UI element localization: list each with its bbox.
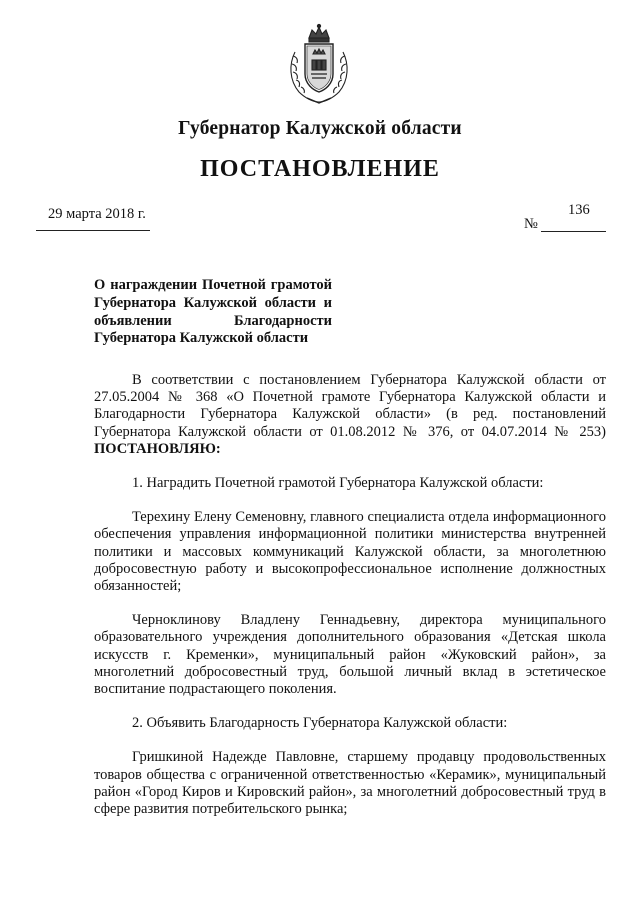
decree-word: ПОСТАНОВЛЯЮ: (94, 440, 221, 457)
document-subject: О награждении Почетной грамотой Губернатора Калужской области и объявлении Благодарности Губернатора Калужской области (94, 277, 332, 347)
issuing-authority: Губернатор Калужской области (178, 118, 462, 139)
coat-of-arms-emblem (285, 22, 353, 106)
preamble-text: В соответствии с постановлением Губернатора Калужской области от 27.05.2004 № 368 «О Почетной грамоте Губернатора Калужской области и Благодарности Губернатора Калужской области» (в ред. постановлений Губернатора Калужской области от 01.08.2012 № 376, от 04.07.2014 № 253) (94, 372, 606, 440)
recipient-paragraph: Черноклинову Владлену Геннадьевну, директора муниципального образовательного учреждения дополнительного образования «Детская школа искусств г. Кременки», муниципальный район «Жуковский район», за многолетний добросовестный труд, большой личный вклад в эстетическое воспитание подрастающего поколения. (94, 612, 606, 698)
document-number: 136 (568, 202, 590, 218)
date-underline (36, 230, 150, 231)
item-1-heading: 1. Наградить Почетной грамотой Губернатора Калужской области: (132, 475, 544, 492)
number-underline (541, 231, 606, 232)
document-date: 29 марта 2018 г. (48, 206, 146, 222)
recipient-paragraph: Гришкиной Надежде Павловне, старшему продавцу продовольственных товаров общества с ограниченной ответственностью «Керамик», муниципальный район «Город Киров и Кировский район», за многолетний добросовестный труд в сфере развития потребительского рынка; (94, 749, 606, 818)
recipient-paragraph: Терехину Елену Семеновну, главного специалиста отдела информационного обеспечения управления информационной политики министерства внутренней политики и массовых коммуникаций Калужской области, за многолетнюю добросовестную работу и высокопрофессиональное исполнение должностных обязанностей; (94, 509, 606, 595)
preamble-paragraph (94, 372, 606, 458)
document-body (94, 372, 606, 818)
document-type-title: ПОСТАНОВЛЕНИЕ (200, 156, 440, 182)
item-2-heading: 2. Объявить Благодарность Губернатора Калужской области: (132, 715, 508, 732)
number-sign: № (524, 216, 538, 232)
